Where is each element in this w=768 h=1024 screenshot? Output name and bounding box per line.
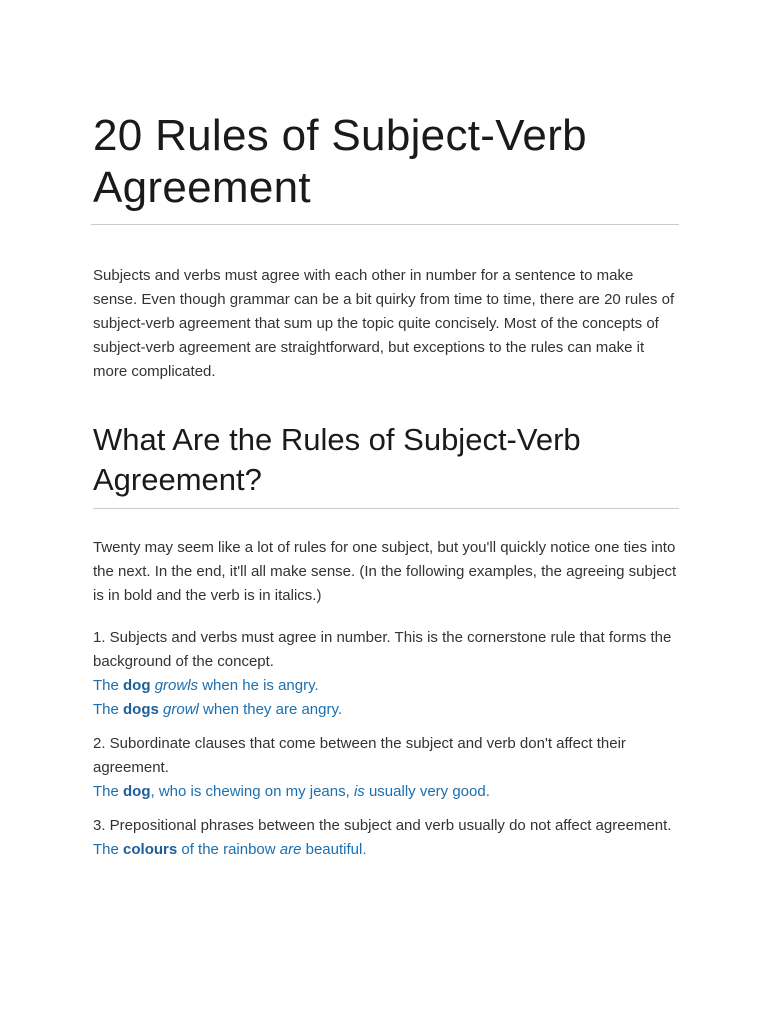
example-post: when he is angry.: [198, 677, 319, 694]
rule-text: 3. Prepositional phrases between the subject and verb usually do not affect agreement.: [93, 817, 672, 834]
example-sentence: [93, 674, 679, 698]
intro-paragraph: Subjects and verbs must agree with each other in number for a sentence to make sense. Even though grammar can be a bit quirky from time to time, there are 20 rules of subject-verb agreement that sum up the topic quite concisely. Most of the concepts of subject-verb agreement are straightforward, but exceptions to the rules can make it more complicated.: [93, 267, 675, 380]
document-page: [93, 110, 679, 862]
example-mid: of the rainbow: [177, 841, 280, 858]
example-post: usually very good.: [364, 783, 490, 800]
page-title: 20 Rules of Subject-Verb Agreement: [91, 110, 679, 225]
example-sentence: [93, 780, 679, 804]
example-subject: dog: [123, 783, 151, 800]
example-verb: is: [353, 783, 365, 800]
example-verb: growl: [163, 701, 199, 718]
example-sentence: [93, 698, 679, 722]
example-sentence: [93, 838, 679, 862]
rule-item: [93, 814, 679, 862]
rule-item: [93, 626, 679, 722]
example-subject: dogs: [123, 701, 159, 718]
example-post: when they are angry.: [198, 701, 343, 718]
rule-text: 1. Subjects and verbs must agree in number. This is the cornerstone rule that forms the background of the concept.: [93, 629, 672, 670]
section-heading: What Are the Rules of Subject-Verb Agreement?: [93, 420, 679, 509]
example-post: beautiful.: [301, 841, 367, 858]
example-subject: colours: [123, 841, 178, 858]
example-pre: The: [93, 677, 124, 694]
example-mid: , who is chewing on my jeans,: [150, 783, 354, 800]
example-pre: The: [93, 841, 124, 858]
section-header: [93, 420, 679, 509]
example-subject: dog: [123, 677, 151, 694]
example-pre: The: [93, 783, 124, 800]
rule-text: 2. Subordinate clauses that come between the subject and verb don't affect their agreement.: [93, 735, 626, 776]
section-intro-paragraph: Twenty may seem like a lot of rules for one subject, but you'll quickly notice one ties into the next. In the end, it'll all make sense. (In the following examples, the agreeing subject is in bold and the verb is in italics.): [93, 539, 677, 604]
example-verb: are: [279, 841, 302, 858]
example-pre: The: [93, 701, 124, 718]
rule-item: [93, 732, 679, 804]
example-verb: growls: [154, 677, 199, 694]
